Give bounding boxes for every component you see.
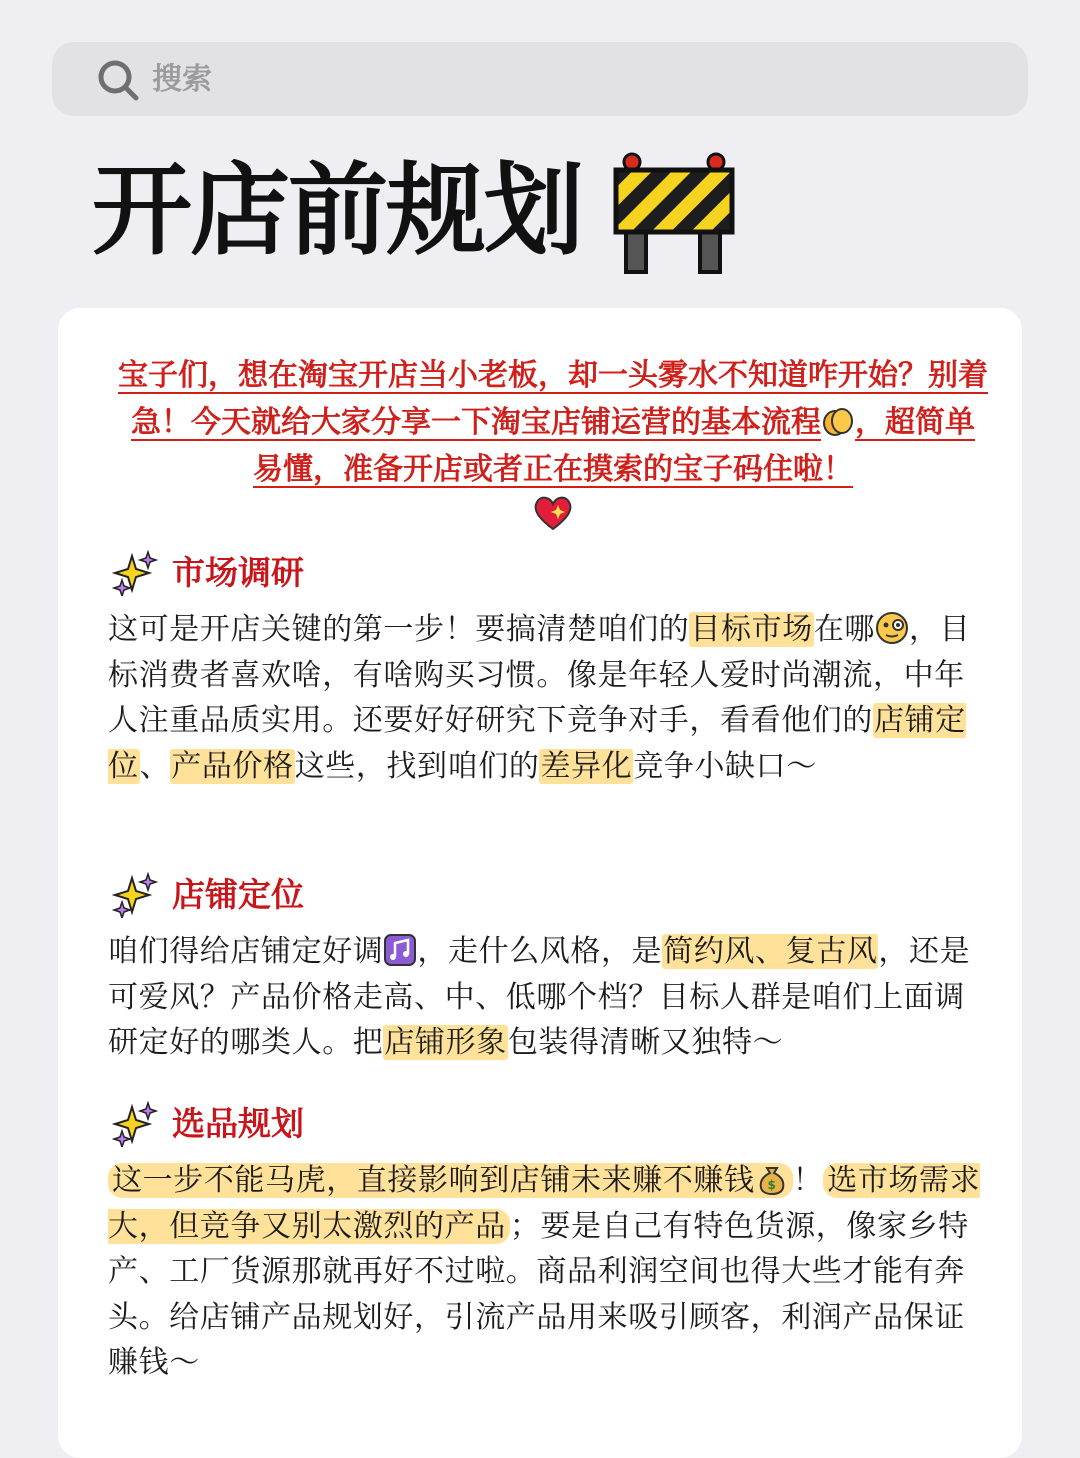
highlight-style: 简约风、复古风 — [663, 934, 878, 969]
section-body-market-research: 这可是开店关键的第一步！要搞清楚咱们的目标市场在哪 ，目标消费者喜欢啥，有啥购买习惯。像是年轻人爱时尚潮流，中年人注重品质实用。还要好好研究下竞争对手，看看他们的店铺定位、产品价格这些，找到咱们的差异化竞争小缺口～ — [108, 612, 971, 784]
highlight-product-choice: 选市场需求大，但竞争又别太激烈的产品 — [108, 1163, 981, 1244]
section-heading-market-research: 市场调研 — [112, 548, 304, 598]
search-icon — [96, 58, 140, 102]
intro-text: 宝子们，想在淘宝开店当小老板，却一头雾水不知道咋开始？别着急！今天就给大家分享一下淘宝店铺运营的基本流程 ，超简单易懂，准备开店或者正在摸索的宝子码住啦！ — [118, 352, 988, 542]
construction-barrier-icon — [612, 152, 736, 274]
sparkling-heart-icon — [531, 493, 575, 533]
money-bag-icon — [755, 1162, 789, 1196]
highlight-store-positioning: 店铺定位 — [108, 703, 966, 784]
highlight-store-image: 店铺形象 — [384, 1025, 507, 1060]
search-input[interactable]: 搜索 — [152, 62, 212, 97]
sparkles-icon — [112, 1101, 158, 1147]
section-body-store-positioning: 咱们得给店铺定好调 ，走什么风格，是简约风、复古风，还是可爱风？产品价格走高、中、低哪个档？目标人群是咱们上面调研定好的哪类人。把店铺形象包装得清晰又独特～ — [108, 934, 971, 1060]
svg-text:$: $ — [767, 1178, 777, 1192]
section-body-product-planning: 这一步不能马虎，直接影响到店铺未来赚不赚钱 $ ！ 选市场需求大，但竞争又别太激烈的产品 ；要是自己有特色货源，像家乡特产、工厂货源那就再好不过啦。商品利润空间也得大些才能有奔头。给店铺产品规划好，引流产品用来吸引顾客，利润产品保证赚钱～ — [108, 1163, 981, 1380]
highlight-product-price: 产品价格 — [171, 748, 294, 784]
highlight-profit-impact: 这一步不能马虎，直接影响到店铺未来赚不赚钱 $ — [108, 1163, 793, 1198]
sparkles-icon — [112, 872, 158, 918]
section-heading-store-positioning: 店铺定位 — [112, 870, 304, 920]
section-heading-product-planning: 选品规划 — [112, 1099, 304, 1149]
clapping-hands-icon — [821, 405, 855, 437]
highlight-target-market: 目标市场 — [690, 612, 813, 647]
musical-notes-icon — [383, 933, 417, 967]
sparkles-icon — [112, 550, 158, 596]
monocle-face-icon — [875, 611, 909, 645]
highlight-differentiation: 差异化 — [540, 748, 633, 784]
page-title: 开店前规划 — [92, 152, 582, 269]
